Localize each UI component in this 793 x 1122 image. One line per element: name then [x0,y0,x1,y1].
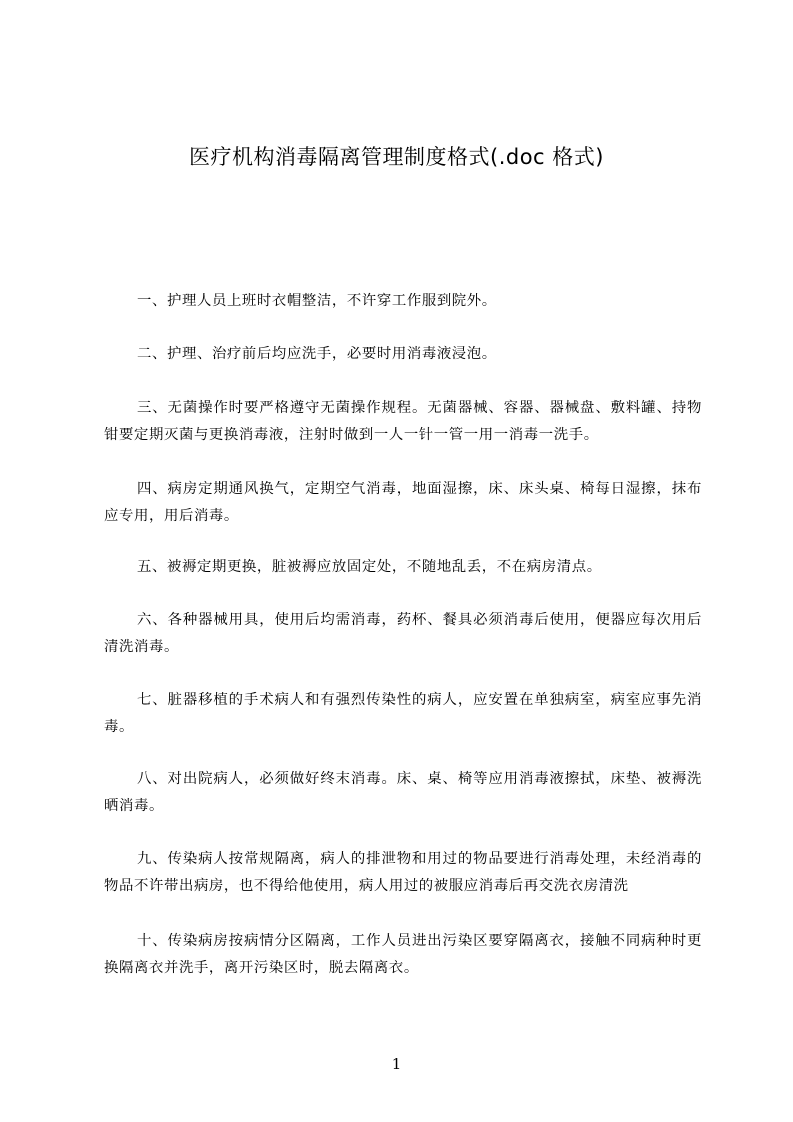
paragraph-3: 三、无菌操作时要严格遵守无菌操作规程。无菌器械、容器、器械盘、敷料罐、持物钳要定期灭菌与更换消毒液，注射时做到一人一针一管一用一消毒一洗手。 [104,400,702,443]
paragraph-4: 四、病房定期通风换气，定期空气消毒，地面湿擦，床、床头桌、椅每日湿擦，抹布应专用，用后消毒。 [104,481,702,524]
paragraph-8: 八、对出院病人，必须做好终末消毒。床、桌、椅等应用消毒液擦拭，床垫、被褥洗晒消毒。 [104,771,702,814]
paragraph-5: 五、被褥定期更换，脏被褥应放固定处，不随地乱丢，不在病房清点。 [137,559,602,575]
paragraph-9: 九、传染病人按常规隔离，病人的排泄物和用过的物品要进行消毒处理，未经消毒的物品不许带出病房，也不得给他使用，病人用过的被服应消毒后再交洗衣房清洗 [104,851,702,894]
paragraph-10: 十、传染病房按病情分区隔离，工作人员进出污染区要穿隔离衣，接触不同病种时更换隔离衣并洗手，离开污染区时，脱去隔离衣。 [104,933,702,976]
document-title: 医疗机构消毒隔离管理制度格式(.doc 格式) [189,145,604,169]
page-number: 1 [391,1055,402,1073]
paragraph-2: 二、护理、治疗前后均应洗手，必要时用消毒液浸泡。 [137,346,497,362]
paragraph-1: 一、护理人员上班时衣帽整洁，不许穿工作服到院外。 [137,293,497,309]
paragraph-6: 六、各种器械用具，使用后均需消毒，药杯、餐具必须消毒后使用，便器应每次用后清洗消毒。 [104,612,702,655]
paragraph-7: 七、脏器移植的手术病人和有强烈传染性的病人，应安置在单独病室，病室应事先消毒。 [104,692,702,735]
